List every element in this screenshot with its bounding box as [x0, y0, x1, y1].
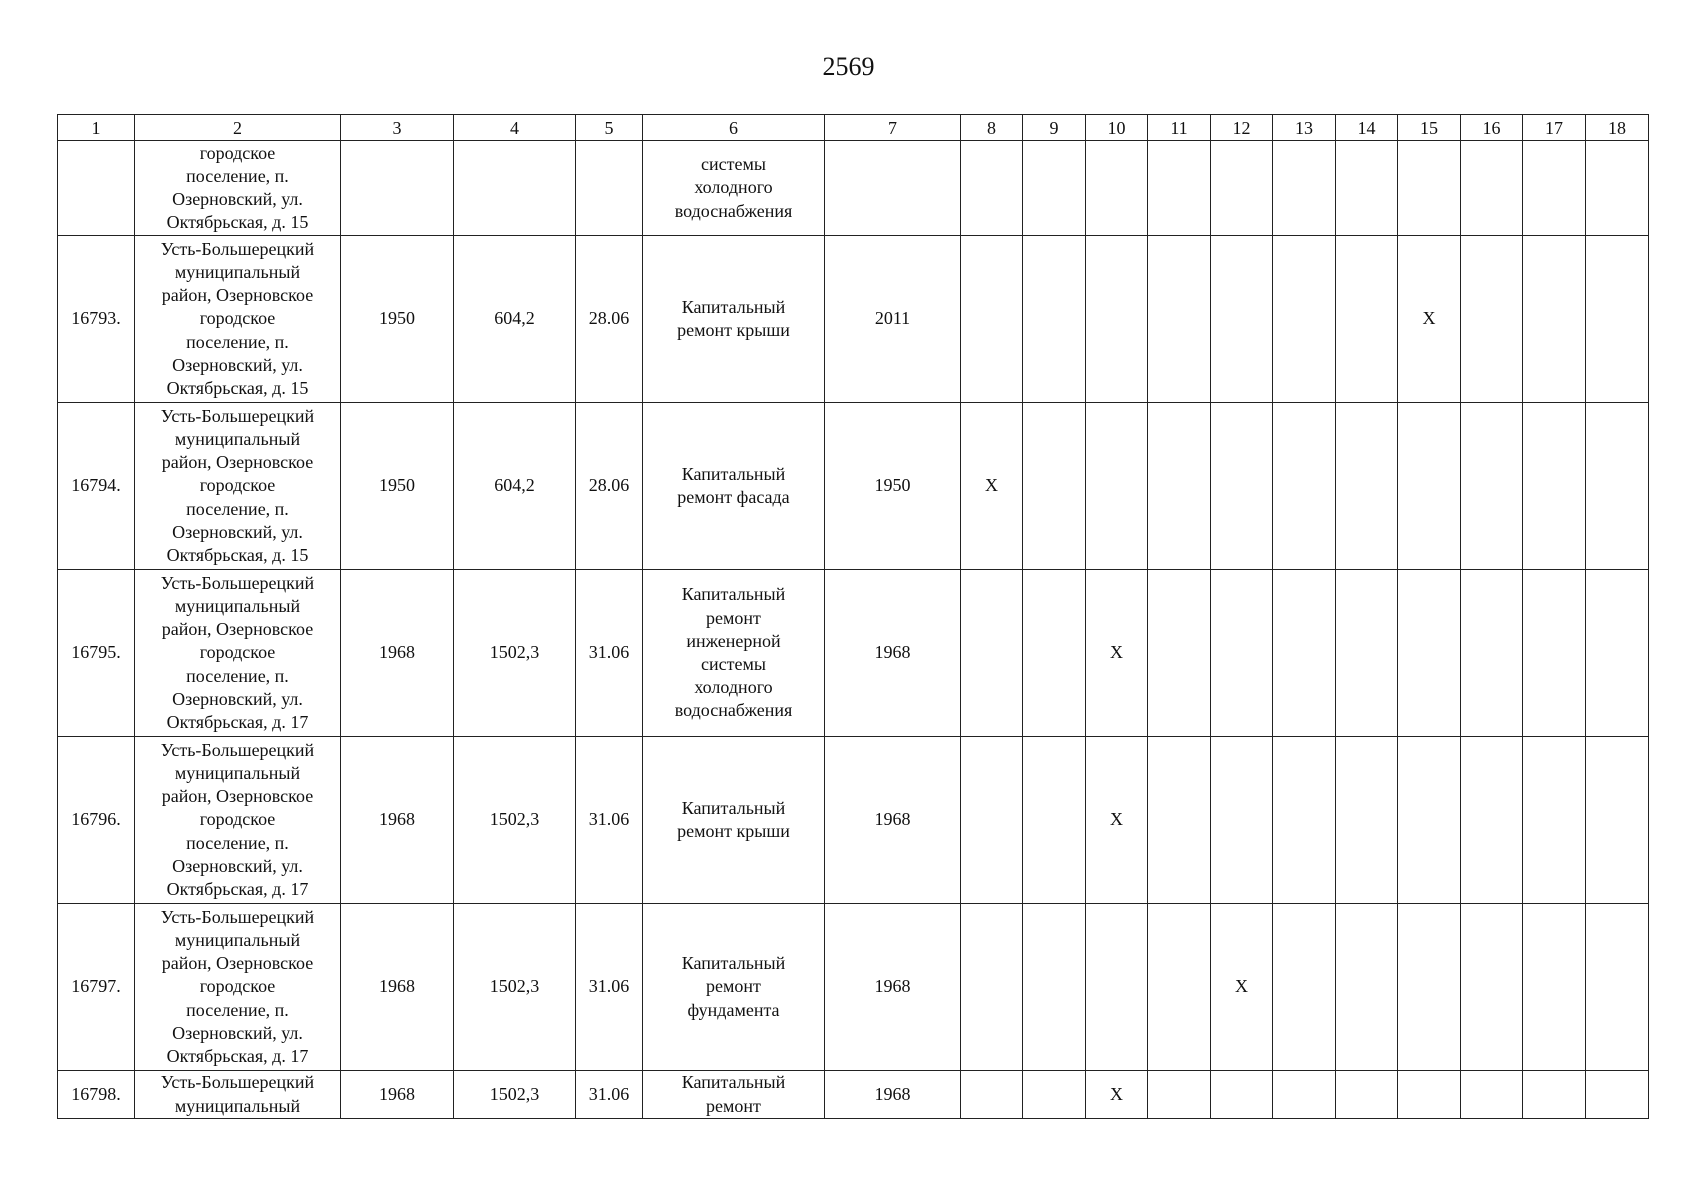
- column-5-cell: 28.06: [576, 403, 643, 570]
- column-7-cell: 1968: [825, 904, 961, 1071]
- column-7-cell: [825, 141, 961, 236]
- mark-cell-col-14: [1336, 1071, 1398, 1119]
- mark-cell-col-15: [1398, 141, 1461, 236]
- mark-cell-col-18: [1586, 1071, 1649, 1119]
- mark-cell-col-18: [1586, 570, 1649, 737]
- mark-cell-col-11: [1148, 403, 1211, 570]
- mark-cell-col-14: [1336, 403, 1398, 570]
- mark-cell-col-9: [1023, 236, 1086, 403]
- column-header: 8: [961, 115, 1023, 141]
- mark-cell-col-8: [961, 236, 1023, 403]
- mark-cell-col-8: [961, 904, 1023, 1071]
- mark-cell-col-17: [1523, 403, 1586, 570]
- mark-cell-col-18: [1586, 737, 1649, 904]
- mark-cell-col-10: [1086, 236, 1148, 403]
- table-row: [58, 236, 1649, 403]
- mark-cell-col-16: [1461, 904, 1523, 1071]
- address-cell: Усть-Большерецкий муниципальный район, Озерновское городское поселение, п. Озерновский, ул. Октябрьская, д. 17: [135, 737, 341, 904]
- address-cell: Усть-Большерецкий муниципальный район, Озерновское городское поселение, п. Озерновский, ул. Октябрьская, д. 15: [135, 236, 341, 403]
- mark-cell-col-8: [961, 570, 1023, 737]
- mark-cell-col-9: [1023, 737, 1086, 904]
- mark-cell-col-11: [1148, 570, 1211, 737]
- table-row: [58, 737, 1649, 904]
- mark-cell-col-10: X: [1086, 570, 1148, 737]
- mark-cell-col-16: [1461, 737, 1523, 904]
- row-number-cell: 16797.: [58, 904, 135, 1071]
- page-number: 2569: [822, 52, 875, 81]
- mark-cell-col-17: [1523, 570, 1586, 737]
- mark-cell-col-15: [1398, 737, 1461, 904]
- mark-cell-col-18: [1586, 403, 1649, 570]
- mark-cell-col-8: [961, 1071, 1023, 1119]
- mark-cell-col-10: [1086, 403, 1148, 570]
- mark-cell-col-16: [1461, 570, 1523, 737]
- mark-cell-col-13: [1273, 904, 1336, 1071]
- column-header: 10: [1086, 115, 1148, 141]
- mark-cell-col-16: [1461, 141, 1523, 236]
- mark-cell-col-16: [1461, 403, 1523, 570]
- work-type-cell: Капитальный ремонт фасада: [643, 403, 825, 570]
- mark-cell-col-13: [1273, 737, 1336, 904]
- mark-cell-col-15: X: [1398, 236, 1461, 403]
- mark-cell-col-10: [1086, 904, 1148, 1071]
- mark-cell-col-12: [1211, 737, 1273, 904]
- mark-cell-col-15: [1398, 904, 1461, 1071]
- work-type-cell: Капитальный ремонт инженерной системы холодного водоснабжения: [643, 570, 825, 737]
- column-header: 11: [1148, 115, 1211, 141]
- mark-cell-col-11: [1148, 904, 1211, 1071]
- column-header: 7: [825, 115, 961, 141]
- column-5-cell: 31.06: [576, 570, 643, 737]
- build-year-cell: 1968: [341, 570, 454, 737]
- build-year-cell: 1968: [341, 904, 454, 1071]
- address-cell: Усть-Большерецкий муниципальный: [135, 1071, 341, 1119]
- mark-cell-col-11: [1148, 1071, 1211, 1119]
- mark-cell-col-14: [1336, 904, 1398, 1071]
- column-number-header-row: [58, 115, 1649, 141]
- column-5-cell: [576, 141, 643, 236]
- address-cell: Усть-Большерецкий муниципальный район, Озерновское городское поселение, п. Озерновский, ул. Октябрьская, д. 17: [135, 570, 341, 737]
- mark-cell-col-12: [1211, 1071, 1273, 1119]
- row-number-cell: 16793.: [58, 236, 135, 403]
- mark-cell-col-9: [1023, 1071, 1086, 1119]
- mark-cell-col-11: [1148, 236, 1211, 403]
- column-header: 15: [1398, 115, 1461, 141]
- mark-cell-col-18: [1586, 141, 1649, 236]
- work-type-cell: Капитальный ремонт крыши: [643, 737, 825, 904]
- column-5-cell: 28.06: [576, 236, 643, 403]
- area-cell: 604,2: [454, 236, 576, 403]
- repair-register-table: [57, 114, 1649, 1119]
- mark-cell-col-12: [1211, 403, 1273, 570]
- build-year-cell: 1950: [341, 403, 454, 570]
- row-number-cell: 16796.: [58, 737, 135, 904]
- mark-cell-col-16: [1461, 236, 1523, 403]
- mark-cell-col-14: [1336, 737, 1398, 904]
- mark-cell-col-14: [1336, 141, 1398, 236]
- mark-cell-col-12: [1211, 141, 1273, 236]
- area-cell: 1502,3: [454, 904, 576, 1071]
- mark-cell-col-14: [1336, 570, 1398, 737]
- mark-cell-col-15: [1398, 570, 1461, 737]
- mark-cell-col-13: [1273, 1071, 1336, 1119]
- table-row: [58, 403, 1649, 570]
- mark-cell-col-15: [1398, 403, 1461, 570]
- mark-cell-col-12: X: [1211, 904, 1273, 1071]
- mark-cell-col-10: X: [1086, 737, 1148, 904]
- area-cell: 1502,3: [454, 737, 576, 904]
- column-7-cell: 1950: [825, 403, 961, 570]
- build-year-cell: 1968: [341, 737, 454, 904]
- mark-cell-col-17: [1523, 1071, 1586, 1119]
- mark-cell-col-11: [1148, 141, 1211, 236]
- column-7-cell: 1968: [825, 570, 961, 737]
- address-cell: Усть-Большерецкий муниципальный район, Озерновское городское поселение, п. Озерновский, ул. Октябрьская, д. 17: [135, 904, 341, 1071]
- mark-cell-col-14: [1336, 236, 1398, 403]
- mark-cell-col-8: X: [961, 403, 1023, 570]
- mark-cell-col-18: [1586, 236, 1649, 403]
- column-header: 13: [1273, 115, 1336, 141]
- column-5-cell: 31.06: [576, 737, 643, 904]
- mark-cell-col-10: [1086, 141, 1148, 236]
- column-header: 4: [454, 115, 576, 141]
- mark-cell-col-16: [1461, 1071, 1523, 1119]
- area-cell: [454, 141, 576, 236]
- mark-cell-col-11: [1148, 737, 1211, 904]
- column-header: 14: [1336, 115, 1398, 141]
- mark-cell-col-17: [1523, 141, 1586, 236]
- mark-cell-col-17: [1523, 904, 1586, 1071]
- address-cell: городское поселение, п. Озерновский, ул. Октябрьская, д. 15: [135, 141, 341, 236]
- mark-cell-col-13: [1273, 141, 1336, 236]
- mark-cell-col-13: [1273, 403, 1336, 570]
- mark-cell-col-8: [961, 737, 1023, 904]
- column-7-cell: 1968: [825, 1071, 961, 1119]
- mark-cell-col-10: X: [1086, 1071, 1148, 1119]
- column-header: 2: [135, 115, 341, 141]
- mark-cell-col-15: [1398, 1071, 1461, 1119]
- table-row: [58, 141, 1649, 236]
- work-type-cell: Капитальный ремонт фундамента: [643, 904, 825, 1071]
- area-cell: 1502,3: [454, 570, 576, 737]
- table-row: [58, 1071, 1649, 1119]
- mark-cell-col-12: [1211, 236, 1273, 403]
- mark-cell-col-13: [1273, 570, 1336, 737]
- mark-cell-col-9: [1023, 570, 1086, 737]
- work-type-cell: Капитальный ремонт: [643, 1071, 825, 1119]
- column-5-cell: 31.06: [576, 904, 643, 1071]
- work-type-cell: системы холодного водоснабжения: [643, 141, 825, 236]
- mark-cell-col-9: [1023, 141, 1086, 236]
- mark-cell-col-8: [961, 141, 1023, 236]
- row-number-cell: 16794.: [58, 403, 135, 570]
- mark-cell-col-9: [1023, 904, 1086, 1071]
- mark-cell-col-9: [1023, 403, 1086, 570]
- area-cell: 1502,3: [454, 1071, 576, 1119]
- mark-cell-col-18: [1586, 904, 1649, 1071]
- table-row: [58, 570, 1649, 737]
- mark-cell-col-17: [1523, 737, 1586, 904]
- column-header: 6: [643, 115, 825, 141]
- column-7-cell: 1968: [825, 737, 961, 904]
- row-number-cell: 16795.: [58, 570, 135, 737]
- build-year-cell: [341, 141, 454, 236]
- area-cell: 604,2: [454, 403, 576, 570]
- build-year-cell: 1968: [341, 1071, 454, 1119]
- table-body: [58, 141, 1649, 1119]
- row-number-cell: [58, 141, 135, 236]
- row-number-cell: 16798.: [58, 1071, 135, 1119]
- address-cell: Усть-Большерецкий муниципальный район, Озерновское городское поселение, п. Озерновский, ул. Октябрьская, д. 15: [135, 403, 341, 570]
- column-header: 17: [1523, 115, 1586, 141]
- column-header: 5: [576, 115, 643, 141]
- build-year-cell: 1950: [341, 236, 454, 403]
- column-header: 16: [1461, 115, 1523, 141]
- column-header: 12: [1211, 115, 1273, 141]
- column-7-cell: 2011: [825, 236, 961, 403]
- work-type-cell: Капитальный ремонт крыши: [643, 236, 825, 403]
- column-5-cell: 31.06: [576, 1071, 643, 1119]
- mark-cell-col-13: [1273, 236, 1336, 403]
- mark-cell-col-12: [1211, 570, 1273, 737]
- table-row: [58, 904, 1649, 1071]
- column-header: 1: [58, 115, 135, 141]
- column-header: 18: [1586, 115, 1649, 141]
- column-header: 3: [341, 115, 454, 141]
- mark-cell-col-17: [1523, 236, 1586, 403]
- column-header: 9: [1023, 115, 1086, 141]
